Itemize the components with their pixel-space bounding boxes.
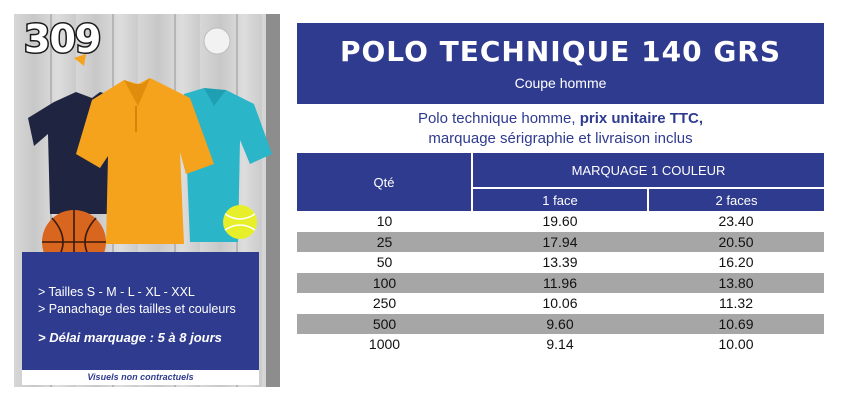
qty-cell: 25: [297, 232, 472, 253]
price-table: [297, 153, 824, 355]
two-faces-price: 11.32: [648, 293, 824, 314]
two-faces-price: 23.40: [648, 211, 824, 232]
product-photo-panel: [14, 14, 280, 387]
two-faces-price: 16.20: [648, 252, 824, 273]
description-part1: Polo technique homme,: [417, 110, 580, 127]
description-bold: prix unitaire TTC,: [579, 110, 704, 127]
qty-cell: 10: [297, 211, 472, 232]
one-face-header: 1 face: [472, 188, 648, 211]
table-row: [297, 232, 824, 253]
qty-cell: 250: [297, 293, 472, 314]
table-row: [297, 252, 824, 273]
one-face-price: 17.94: [472, 232, 648, 253]
mix-spec: > Panachage des tailles et couleurs: [38, 302, 236, 316]
one-face-price: 13.39: [472, 252, 648, 273]
delay-spec: > Délai marquage : 5 à 8 jours: [38, 330, 222, 345]
page-subtitle: Coupe homme: [514, 75, 607, 91]
two-faces-price: 13.80: [648, 273, 824, 294]
one-face-price: 9.14: [472, 334, 648, 355]
table-row: [297, 211, 824, 232]
disclaimer: Visuels non contractuels: [22, 370, 259, 385]
info-box: [22, 252, 259, 370]
table-row: [297, 334, 824, 355]
table-row: [297, 293, 824, 314]
qty-header: Qté: [297, 153, 472, 211]
description-line2: marquage sérigraphie et livraison inclus: [428, 130, 693, 147]
page-title: POLO TECHNIQUE 140 GRS: [339, 35, 782, 68]
two-faces-price: 10.00: [648, 334, 824, 355]
one-face-price: 11.96: [472, 273, 648, 294]
sizes-spec: > Tailles S - M - L - XL - XXL: [38, 285, 195, 299]
table-row: [297, 314, 824, 335]
tennis-ball-icon: [223, 205, 257, 239]
one-face-price: 10.06: [472, 293, 648, 314]
qty-cell: 100: [297, 273, 472, 294]
qty-cell: 1000: [297, 334, 472, 355]
two-faces-price: 20.50: [648, 232, 824, 253]
marking-group-header: MARQUAGE 1 COULEUR: [472, 153, 824, 188]
title-banner: [297, 23, 824, 104]
description: [297, 109, 824, 149]
product-number: 309: [24, 17, 101, 61]
table-row: [297, 273, 824, 294]
qty-cell: 500: [297, 314, 472, 335]
qty-cell: 50: [297, 252, 472, 273]
golf-ball-icon: [204, 28, 230, 54]
two-faces-price: 10.69: [648, 314, 824, 335]
two-faces-header: 2 faces: [648, 188, 824, 211]
one-face-price: 9.60: [472, 314, 648, 335]
one-face-price: 19.60: [472, 211, 648, 232]
